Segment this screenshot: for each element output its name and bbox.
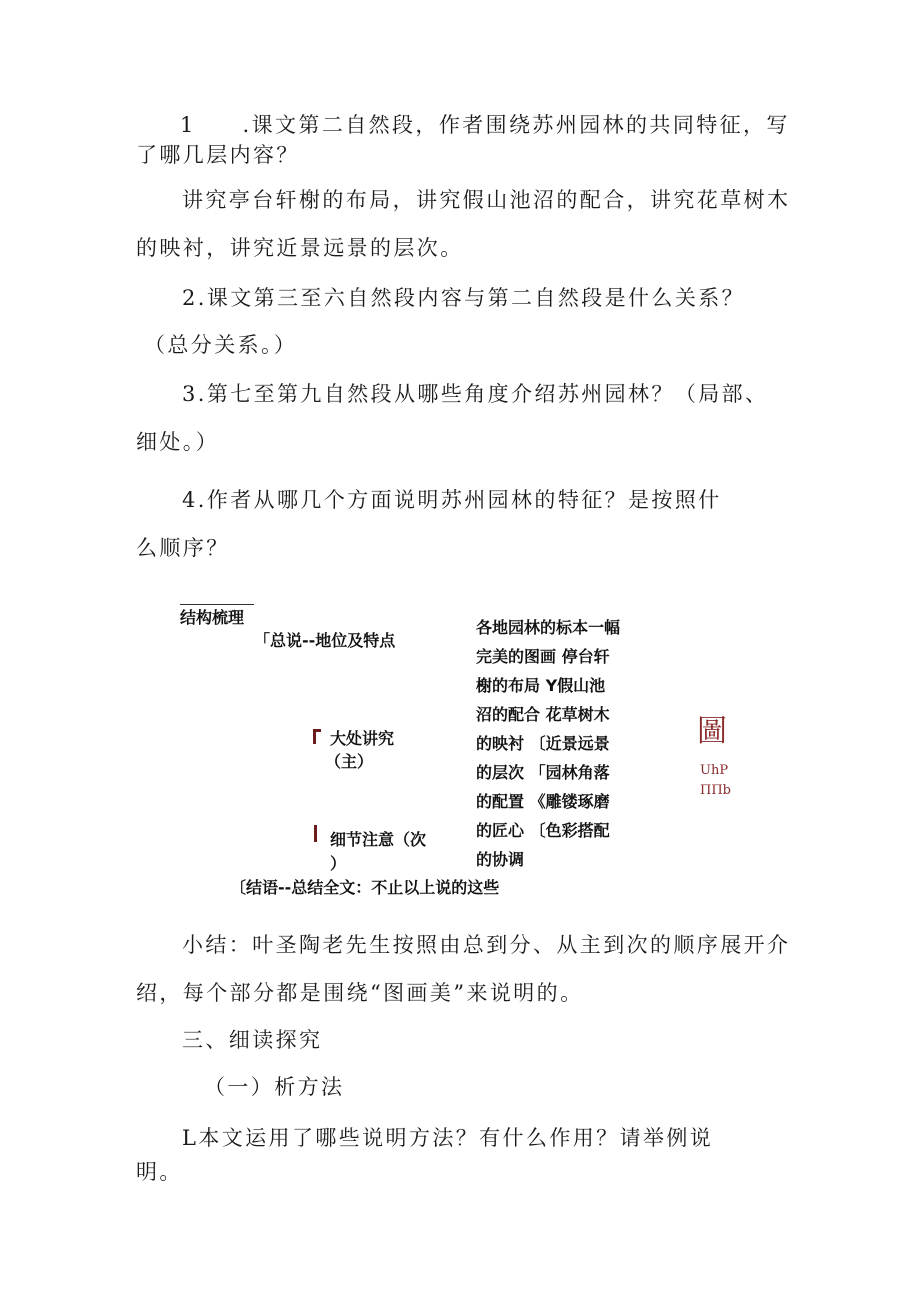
question-3-line-1: 3.第七至第九自然段从哪些角度介绍苏州园林？（局部、 — [182, 382, 769, 406]
section-three-heading: 三、细读探究 — [182, 1028, 323, 1052]
seal-text-1: UhP — [700, 763, 729, 778]
seal-glyph: 圖 — [697, 714, 727, 749]
structure-conclusion: 〔结语--总结全文：不止以上说的这些 — [230, 878, 500, 897]
structure-total: 「总说--地位及特点 — [254, 631, 396, 650]
question-1-line-1: 1 .课文第二自然段，作者围绕苏州园林的共同特征，写 — [180, 113, 790, 137]
question-methods-line-2: 明。 — [136, 1160, 183, 1184]
summary-line-2: 绍，每个部分都是围绕“图画美”来说明的。 — [136, 981, 584, 1005]
structure-heading: 结构梳理 — [180, 608, 245, 627]
question-4-line-2: 么顺序？ — [136, 536, 230, 560]
structure-right-line-2: 完美的图画 停台轩 — [476, 647, 610, 666]
question-1-line-2: 了哪几层内容？ — [136, 143, 300, 167]
answer-1-line-1: 讲究亭台轩榭的布局，讲究假山池沼的配合，讲究花草树木 — [182, 188, 791, 212]
heading-rule — [180, 604, 254, 605]
structure-right-line-7: 的配置 《雕镂琢磨 — [476, 792, 610, 811]
structure-right-line-5: 的映衬 〔近景远景 — [476, 734, 610, 753]
subsection-heading: （一）析方法 — [204, 1075, 345, 1099]
structure-right-line-9: 的协调 — [476, 850, 525, 869]
detail-bracket-mark — [314, 825, 317, 842]
structure-detail-close: ） — [330, 854, 347, 873]
seal-text-2: ΠΠb — [700, 783, 731, 798]
question-4-line-1: 4.作者从哪几个方面说明苏州园林的特征？是按照什 — [182, 488, 722, 512]
question-methods-line-1: L本文运用了哪些说明方法？有什么作用？请举例说 — [182, 1126, 714, 1150]
structure-detail: 细节注意（次 — [330, 830, 427, 849]
structure-right-line-3: 榭的布局 Y假山池 — [476, 676, 606, 695]
summary-line-1: 小结：叶圣陶老先生按照由总到分、从主到次的顺序展开介 — [182, 933, 791, 957]
main-bracket-tick — [313, 729, 321, 732]
question-3-line-2: 细处。） — [136, 430, 220, 454]
answer-1-line-2: 的映衬，讲究近景远景的层次。 — [136, 236, 464, 260]
structure-main: 大处讲究 — [330, 729, 395, 748]
structure-right-line-1: 各地园林的标本一幅 — [476, 618, 621, 637]
structure-right-line-6: 的层次 「园林角落 — [476, 763, 610, 782]
answer-2: （总分关系。） — [144, 333, 298, 357]
structure-main-tag: （主） — [325, 752, 374, 771]
structure-right-line-8: 的匠心 〔色彩搭配 — [476, 821, 610, 840]
structure-right-line-4: 沼的配合 花草树木 — [476, 705, 610, 724]
question-2: 2.课文第三至六自然段内容与第二自然段是什么关系？ — [182, 286, 746, 310]
